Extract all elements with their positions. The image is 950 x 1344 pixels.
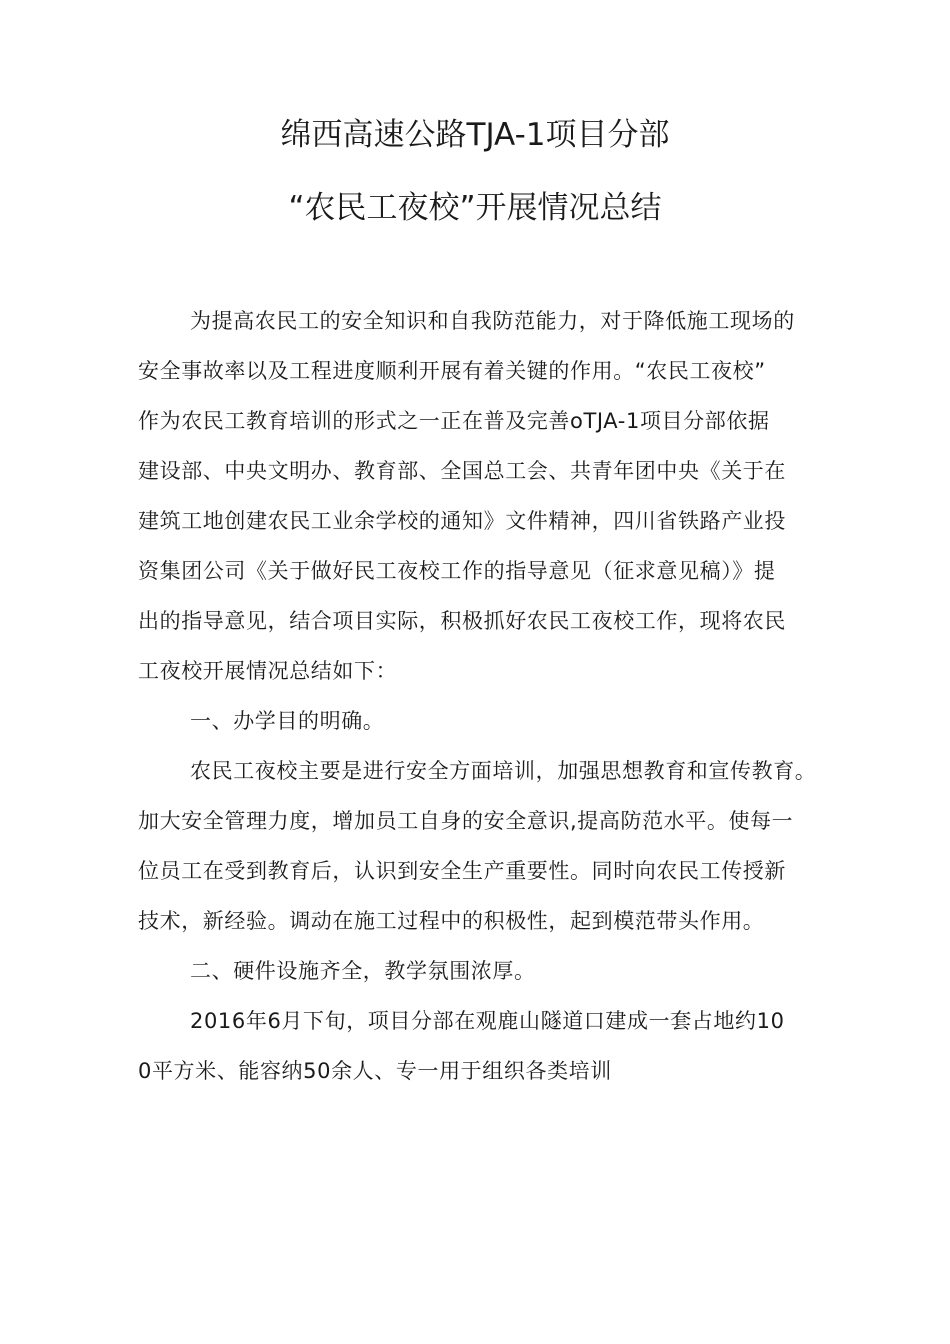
document-title-line-2: “农民工夜校”开展情况总结 [288,190,662,226]
body-line: 出的指导意见，结合项目实际，积极抓好农民工夜校工作，现将农民 [138,609,786,633]
body-line: 资集团公司《关于做好民工夜校工作的指导意见（征求意见稿）》提 [138,559,776,583]
body-line: 位员工在受到教育后，认识到安全生产重要性。同时向农民工传授新 [138,859,786,883]
document-title-line-1: 绵西高速公路TJA-1项目分部 [280,117,670,153]
body-line: 建设部、中央文明办、教育部、全国总工会、共青年团中央《关于在 [138,459,786,483]
body-line: 安全事故率以及工程进度顺利开展有着关键的作用。“农民工夜校” [138,359,766,383]
section-heading: 二、硬件设施齐全，教学氛围浓厚。 [190,959,536,983]
body-line: 工夜校开展情况总结如下： [138,659,398,683]
body-line: 农民工夜校主要是进行安全方面培训，加强思想教育和宣传教育。 [190,759,817,783]
body-line: 加大安全管理力度，增加员工自身的安全意识,提高防范水平。使每一 [138,809,794,833]
body-line: 技术，新经验。调动在施工过程中的积极性，起到模范带头作用。 [138,909,765,933]
body-line: 作为农民工教育培训的形式之一正在普及完善oTJA-1项目分部依据 [138,409,770,433]
body-line: 为提高农民工的安全知识和自我防范能力，对于降低施工现场的 [190,309,795,333]
body-line: 0平方米、能容纳50余人、专一用于组织各类培训 [138,1059,612,1083]
body-line: 建筑工地创建农民工业余学校的通知》文件精神，四川省铁路产业投 [138,509,786,533]
body-line: 2016年6月下旬，项目分部在观鹿山隧道口建成一套占地约10 [190,1009,785,1033]
section-heading: 一、办学目的明确。 [190,709,385,733]
